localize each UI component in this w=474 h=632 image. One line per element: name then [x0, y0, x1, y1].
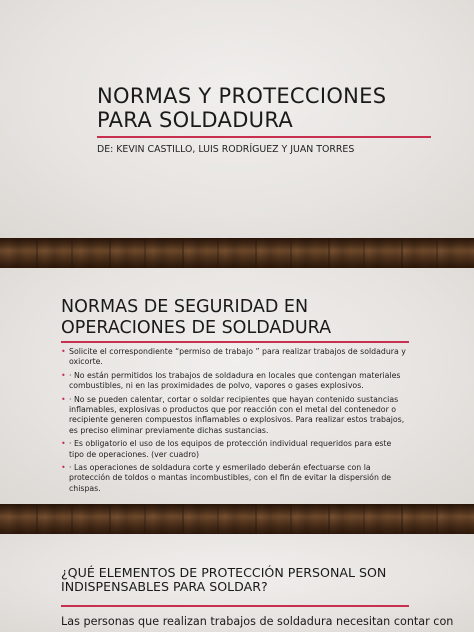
slide-1-subtitle: DE: KEVIN CASTILLO, LUIS RODRÍGUEZ Y JUAN TORRES [97, 144, 355, 155]
bullet-list [61, 347, 407, 497]
slide-2-title: NORMAS DE SEGURIDAD EN OPERACIONES DE SOLDADURA [61, 297, 332, 338]
slide-2[interactable] [0, 268, 474, 504]
bullet-item: • Solicite el correspondiente “permiso de trabajo ” para realizar trabajos de soldadura y oxicorte. [61, 347, 407, 368]
title-underline [61, 341, 409, 343]
title-underline [97, 136, 431, 138]
slide-3[interactable] [0, 534, 474, 632]
slide-3-body: Las personas que realizan trabajos de soldadura necesitan contar con [61, 615, 454, 628]
bullet-item: • · Las operaciones de soldadura corte y esmerilado deberán efectuarse con la protección de toldos o mantas incombustibles, con el fin de evitar la dispersión de chispas. [61, 463, 407, 494]
slide-3-title: ¿QUÉ ELEMENTOS DE PROTECCIÓN PERSONAL SON INDISPENSABLES PARA SOLDAR? [61, 565, 387, 594]
bullet-item: • · No se pueden calentar, cortar o soldar recipientes que hayan contenido sustancias inflamables, explosivas o productos que por reacción con el metal del contenedor o recipiente generen compuestos inflamables o explosivos. Para realizar estos trabajos, es preciso eliminar previamente dichas sustancias. [61, 395, 407, 437]
slide-1-title: NORMAS Y PROTECCIONES PARA SOLDADURA [97, 84, 387, 132]
bullet-item: • · No están permitidos los trabajos de soldadura en locales que contengan materiales combustibles, ni en las proximidades de polvo, vapores o gases explosivos. [61, 371, 407, 392]
title-underline [61, 605, 409, 607]
wood-divider [0, 238, 474, 268]
slide-1[interactable] [0, 0, 474, 238]
bullet-item: • · Es obligatorio el uso de los equipos de protección individual requeridos para este tipo de operaciones. (ver cuadro) [61, 439, 407, 460]
wood-divider [0, 504, 474, 534]
